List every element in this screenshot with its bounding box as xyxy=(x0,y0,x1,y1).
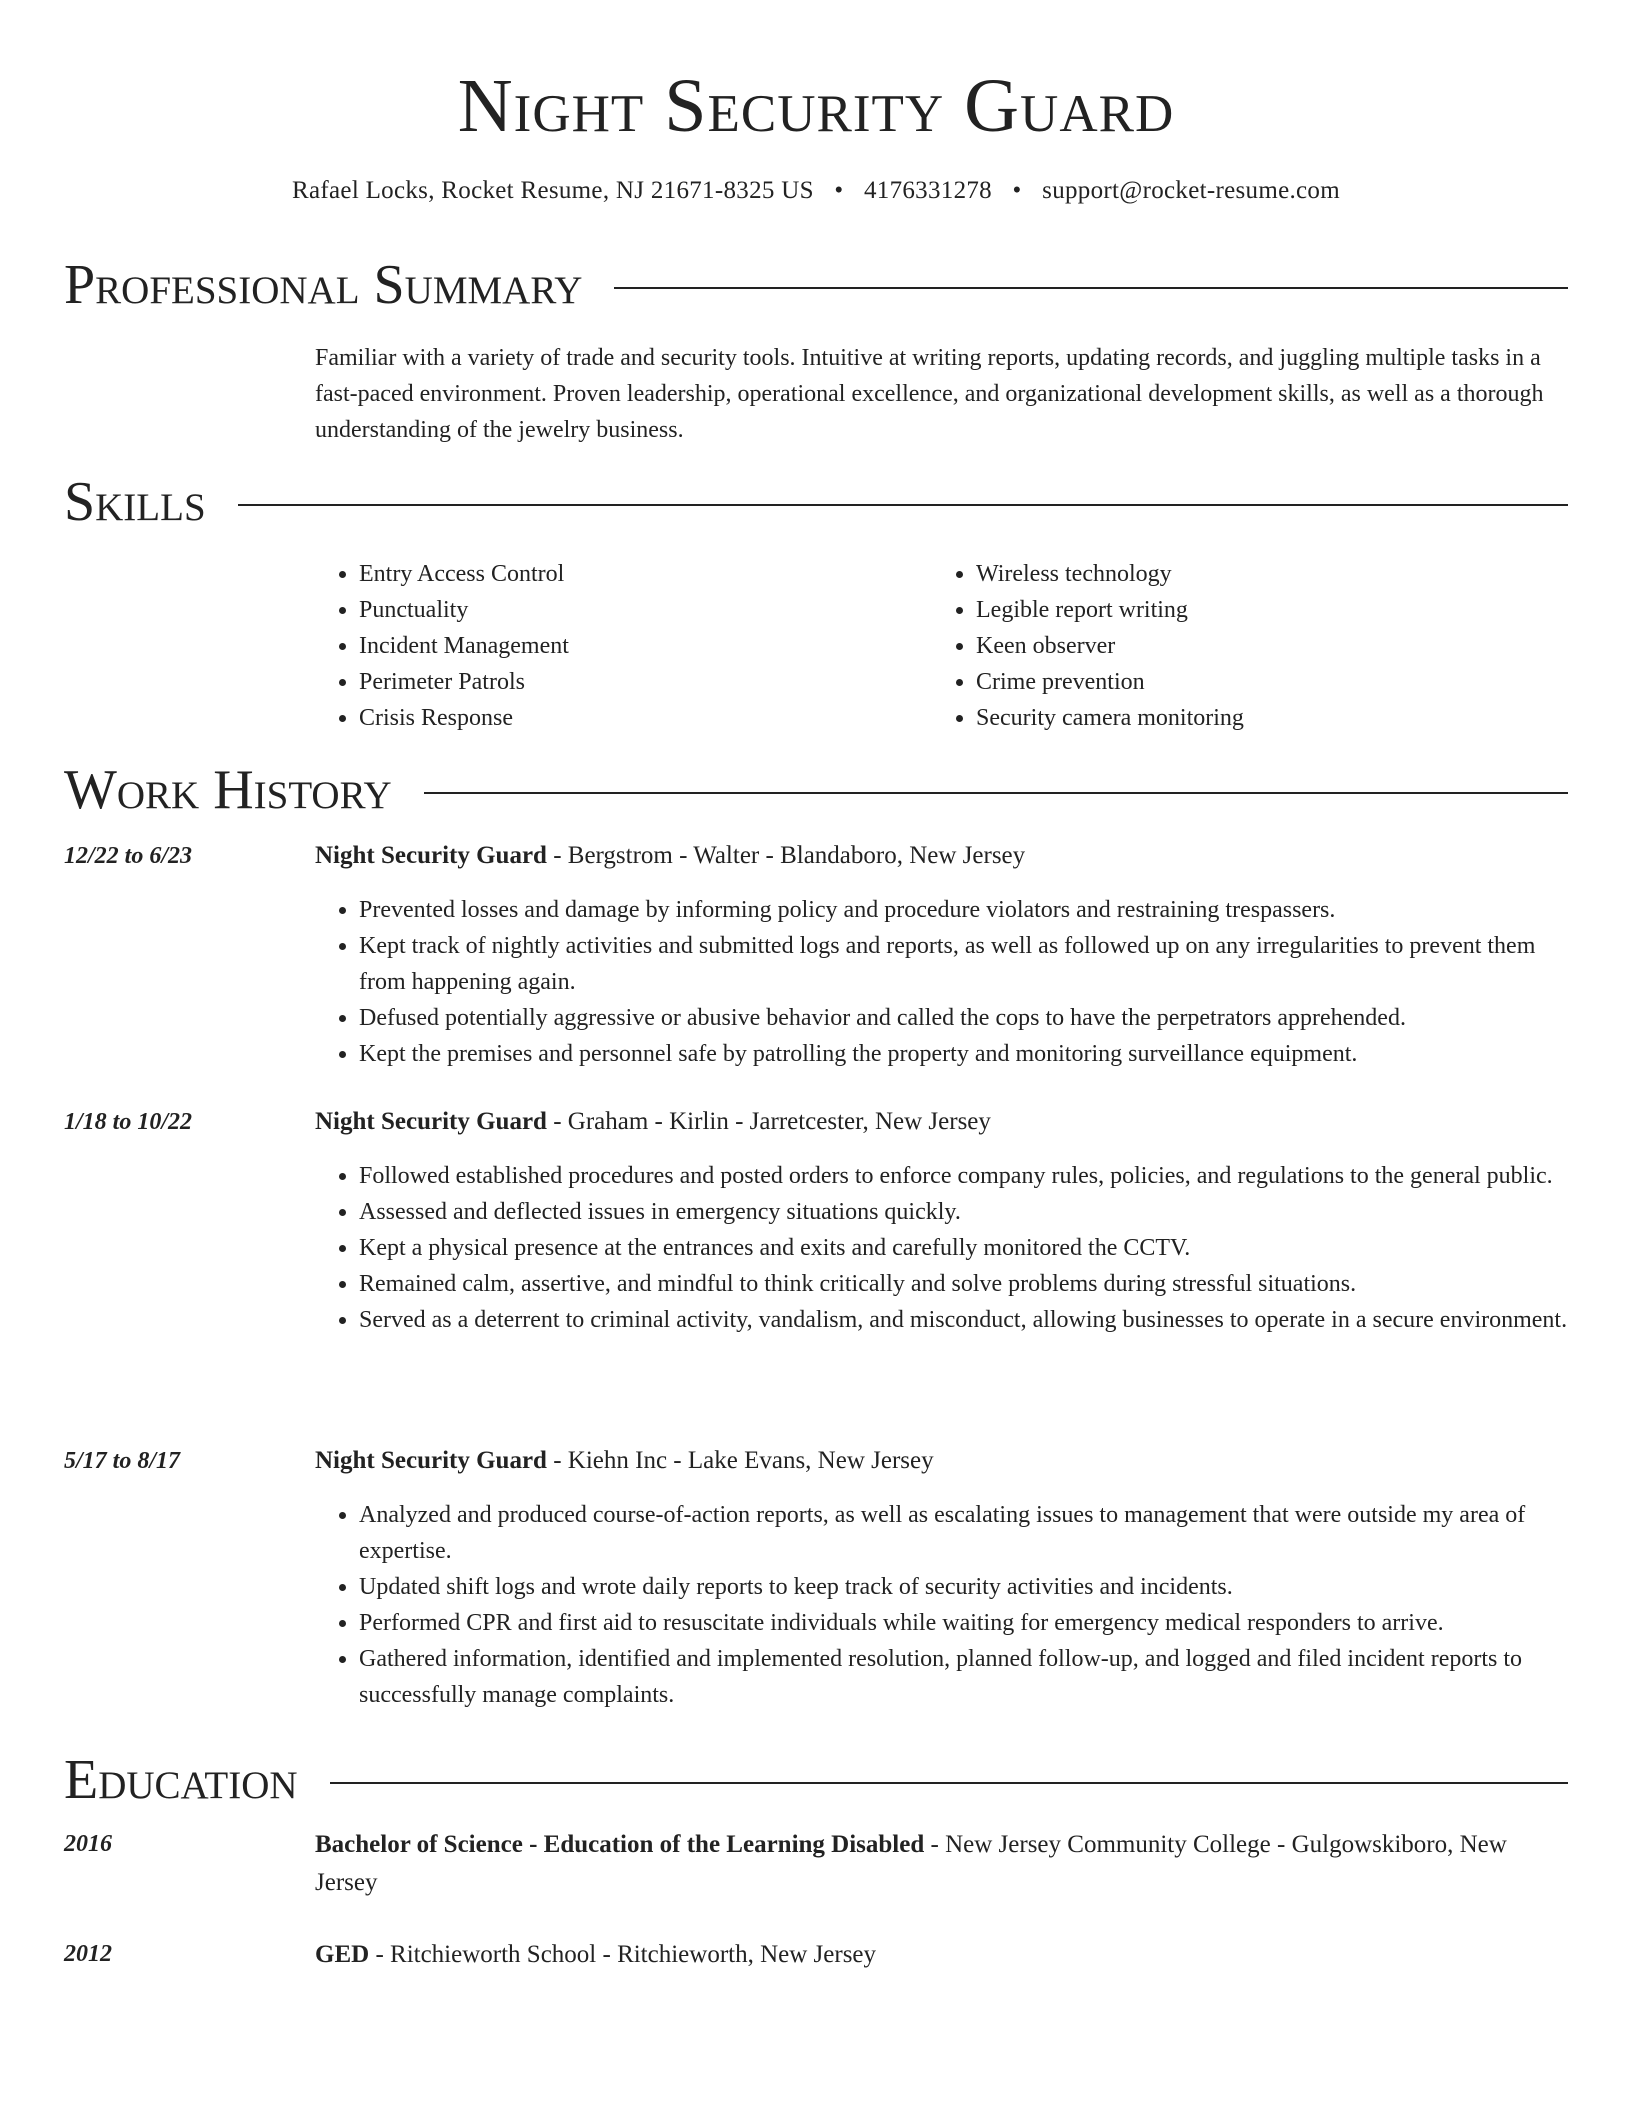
job-body xyxy=(315,1104,1568,1338)
job-bullets xyxy=(315,1497,1568,1713)
skills-heading: Skills xyxy=(64,471,206,533)
section-divider xyxy=(614,287,1568,289)
job-bullets xyxy=(315,1158,1568,1338)
job-bullet: • Updated shift logs and wrote daily reports to keep track of security activities and incidents. xyxy=(359,1569,1568,1605)
job-title-line xyxy=(315,1443,1568,1479)
job-bullet: • Defused potentially aggressive or abusive behavior and called the cops to have the perpetrators apprehended. xyxy=(359,1000,1568,1036)
job-bullet: • Analyzed and produced course-of-action reports, as well as escalating issues to management that were outside my area of expertise. xyxy=(359,1497,1568,1569)
job-title: Night Security Guard xyxy=(315,1108,547,1135)
contact-email: support@rocket-resume.com xyxy=(1042,177,1340,204)
job-title: Night Security Guard xyxy=(315,842,547,869)
work-section-header xyxy=(64,758,1568,822)
contact-address: Rafael Locks, Rocket Resume, NJ 21671-8325 US xyxy=(292,177,814,204)
skill-item: • Incident Management xyxy=(359,628,932,664)
skill-item: • Security camera monitoring xyxy=(976,700,1549,736)
section-divider xyxy=(424,792,1568,794)
skill-item: • Perimeter Patrols xyxy=(359,664,932,700)
job-bullet: • Performed CPR and first aid to resuscitate individuals while waiting for emergency medical responders to arrive. xyxy=(359,1605,1568,1641)
skill-item: • Crime prevention xyxy=(976,664,1549,700)
education-school: - Ritchieworth School - Ritchieworth, New Jersey xyxy=(369,1941,877,1968)
education-heading: Education xyxy=(64,1749,298,1811)
education-degree: GED xyxy=(315,1941,370,1968)
skills-list xyxy=(315,556,1565,736)
job-date: 12/22 to 6/23 xyxy=(64,843,193,869)
job-bullet: • Kept the premises and personnel safe by patrolling the property and monitoring surveillance equipment. xyxy=(359,1036,1568,1072)
education-degree: Bachelor of Science - Education of the Learning Disabled xyxy=(315,1831,925,1858)
summary-heading: Professional Summary xyxy=(64,254,583,316)
skill-item: • Legible report writing xyxy=(976,592,1549,628)
education-body xyxy=(315,1936,1568,1974)
skill-item: • Keen observer xyxy=(976,628,1549,664)
job-bullet: • Served as a deterrent to criminal activity, vandalism, and misconduct, allowing businesses to operate in a secure environment. xyxy=(359,1302,1568,1338)
job-bullet: • Kept track of nightly activities and submitted logs and reports, as well as followed up on any irregularities to prevent them from happening again. xyxy=(359,928,1568,1000)
education-line xyxy=(315,1826,1568,1902)
contact-separator: • xyxy=(834,177,844,204)
job-bullet: • Kept a physical presence at the entrances and exits and carefully monitored the CCTV. xyxy=(359,1230,1568,1266)
job-employer: - Bergstrom - Walter - Blandaboro, New Jersey xyxy=(546,842,1026,869)
skills-column-left xyxy=(315,556,932,736)
resume-title: Night Security Guard xyxy=(457,64,1175,148)
education-date: 2016 xyxy=(64,1831,112,1857)
skills-section-header xyxy=(64,470,1568,534)
job-bullets xyxy=(315,892,1568,1072)
skills-column-right xyxy=(932,556,1549,736)
job-title-line xyxy=(315,1104,1568,1140)
skill-item: • Wireless technology xyxy=(976,556,1549,592)
job-bullet: • Prevented losses and damage by informing policy and procedure violators and restraining trespassers. xyxy=(359,892,1568,928)
education-school: - New Jersey Community College - Gulgowskiboro, New Jersey xyxy=(315,1831,1507,1896)
work-heading: Work History xyxy=(64,759,392,821)
contact-separator: • xyxy=(1012,177,1022,204)
skill-item: • Entry Access Control xyxy=(359,556,932,592)
job-body xyxy=(315,1443,1568,1713)
job-bullet: • Gathered information, identified and implemented resolution, planned follow-up, and logged and filed incident reports to successfully manage complaints. xyxy=(359,1641,1568,1713)
section-divider xyxy=(330,1782,1568,1784)
job-employer: - Kiehn Inc - Lake Evans, New Jersey xyxy=(546,1447,934,1474)
job-body xyxy=(315,838,1568,1072)
contact-phone: 4176331278 xyxy=(863,177,992,204)
job-date: 5/17 to 8/17 xyxy=(64,1448,181,1474)
job-employer: - Graham - Kirlin - Jarretcester, New Jersey xyxy=(546,1108,991,1135)
job-bullet: • Remained calm, assertive, and mindful to think critically and solve problems during stressful situations. xyxy=(359,1266,1568,1302)
job-title-line xyxy=(315,838,1568,874)
section-divider xyxy=(238,504,1568,506)
job-title: Night Security Guard xyxy=(315,1447,547,1474)
education-section-header xyxy=(64,1748,1568,1812)
summary-section-header xyxy=(64,253,1568,317)
job-bullet: • Followed established procedures and posted orders to enforce company rules, policies, and regulations to the general public. xyxy=(359,1158,1568,1194)
contact-line xyxy=(0,173,1632,209)
education-date: 2012 xyxy=(64,1941,112,1967)
education-line xyxy=(315,1936,1568,1974)
job-bullet: • Assessed and deflected issues in emergency situations quickly. xyxy=(359,1194,1568,1230)
education-body xyxy=(315,1826,1568,1902)
job-date: 1/18 to 10/22 xyxy=(64,1109,193,1135)
summary-text: Familiar with a variety of trade and security tools. Intuitive at writing reports, updating records, and juggling multiple tasks in a fast-paced environment. Proven leadership, operational excellence, and organizational development skills, as well as a thorough understanding of the jewelry business. xyxy=(315,345,1544,443)
skill-item: • Punctuality xyxy=(359,592,932,628)
skill-item: • Crisis Response xyxy=(359,700,932,736)
